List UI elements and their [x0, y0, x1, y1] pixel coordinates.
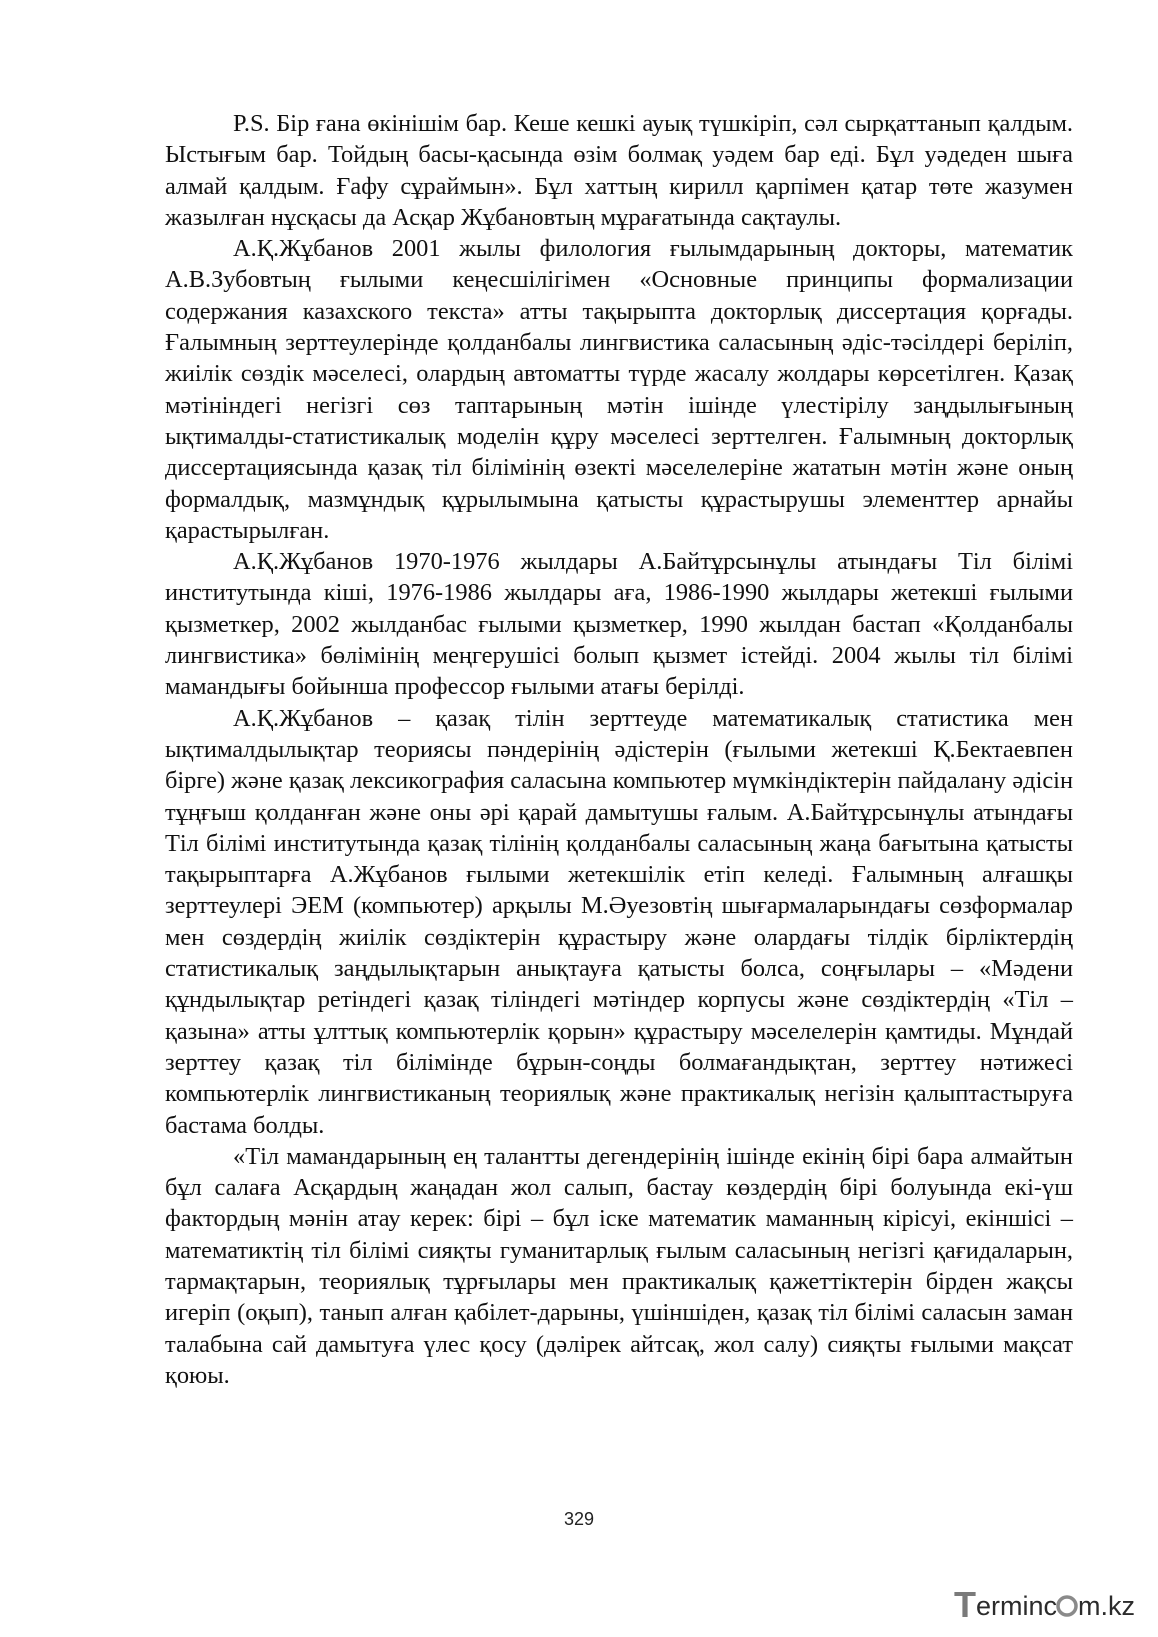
termincom-watermark-logo: [948, 1583, 1148, 1627]
paragraph-ps: P.S. Бір ғана өкінішім бар. Кеше кешкі ауық түшкіріп, сәл сырқаттанып қалдым. Ыстығым бар. Тойдың басы-қасында өзім болмақ уәдем бар еді. Бұл уәдеден шыға алмай қалдым. Ғафу сұраймын». Бұл хаттың кирилл қарпімен қатар төте жазумен жазылған нұсқасы да Асқар Жұбановтың мұрағатында сақтаулы.: [165, 110, 1073, 231]
body-text: [165, 108, 1073, 1391]
watermark-o-ring: [1058, 1597, 1076, 1615]
paragraph-quote: «Тіл мамандарының ең талантты дегендерінің ішінде екінің бірі бара алмайтын бұл салаға Асқардың жаңадан жол салып, бастау көздердің бірі болуында екі-үш фактордың мәнін атау керек: бірі – бұл іске математик маманның кірісуі, екіншісі – математиктің тіл білімі сияқты гуманитарлық ғылым саласының негізгі қағидаларын, тармақтарын, теориялық тұрғылары мен практикалық қажеттіктерін бірден жақсы игеріп (оқып), танып алған қабілет-дарыны, үшіншіден, қазақ тіл білімі саласын заман талабына сай дамытуға үлес қосу (дәлірек айтсақ, жол салу) сияқты ғылыми мақсат қоюы.: [165, 1142, 1073, 1389]
watermark-t: T: [954, 1584, 976, 1625]
watermark-erminc: erminc: [976, 1591, 1058, 1621]
watermark-mkz: m.kz: [1078, 1591, 1135, 1621]
paragraph-career: А.Қ.Жұбанов 1970-1976 жылдары А.Байтұрсынұлы атындағы Тіл білімі институтында кіші, 1976-1986 жылдары аға, 1986-1990 жылдары жетекші ғылыми қызметкер, 2002 жылданбас ғылыми қызметкер, 1990 жылдан бастап «Қолданбалы лингвистика» бөлімінің меңгерушісі болып қызмет істейді. 2004 жылы тіл білімі мамандығы бойынша профессор ғылыми атағы берілді.: [165, 548, 1073, 701]
page-number: 329: [563, 1509, 595, 1529]
paragraph-dissertation: А.Қ.Жұбанов 2001 жылы филология ғылымдарының докторы, математик А.В.Зубовтың ғылыми кеңесшілігімен «Основные принципы формализации содержания казахского текста» атты тақырыпта докторлық диссертация қорғады. Ғалымның зерттеулерінде қолданбалы лингвистика саласының әдіс-тәсілдері беріліп, жиілік сөздік мәселесі, олардың автоматты түрде жасалу жолдары көрсетілген. Қазақ мәтініндегі негізгі сөз таптарының мәтін ішінде үлестірілу заңдылығының ықтималды-статистикалық моделін құру мәселесі зерттелген. Ғалымның докторлық диссертациясында қазақ тіл білімінің өзекті мәселелеріне жататын мәтін және оның формалдық, мазмұндық құрылымына қатысты құрастырушы элементтер арнайы қарастырылған.: [165, 235, 1073, 544]
paragraph-research: А.Қ.Жұбанов – қазақ тілін зерттеуде математикалық статистика мен ықтималдылықтар теориясы пәндерінің әдістерін (ғылыми жетекші Қ.Бектаевпен бірге) және қазақ лексикография саласына компьютер мүмкіндіктерін пайдалану әдісін тұңғыш қолданған және оны әрі қарай дамытушы ғалым. А.Байтұрсынұлы атындағы Тіл білімі институтында қазақ тілінің қолданбалы саласының жаңа бағытына қатысты тақырыптарға А.Жұбанов ғылыми жетекшілік етіп келеді. Ғалымның алғашқы зерттеулері ЭЕМ (компьютер) арқылы М.Әуезовтің шығармаларындағы сөзформалар мен сөздердің жиілік сөздіктерін құрастыру және олардағы тілдік бірліктердің статистикалық заңдылықтарын анықтауға қатысты болса, соңғылары – «Мәдени құндылықтар ретіндегі қазақ тіліндегі мәтіндер корпусы және сөздіктердің «Тіл – қазына» атты ұлттық компьютерлік қорын» құрастыру мәселелерін қамтиды. Мұндай зерттеу қазақ тіл білімінде бұрын-соңды болмағандықтан, зерттеу нәтижесі компьютерлік лингвистиканың теориялық және практикалық негізін қалыптастыруға бастама болды.: [165, 704, 1073, 1139]
